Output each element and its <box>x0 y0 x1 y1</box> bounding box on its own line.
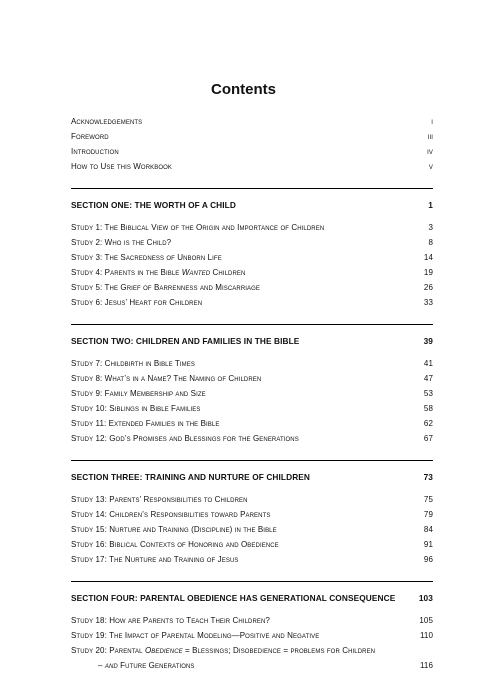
study-entry <box>71 431 433 446</box>
study-entry <box>71 658 433 673</box>
entry-page-number: 116 <box>419 661 433 670</box>
entry-label: Study 2: Who is the Child? <box>71 238 172 247</box>
entry-page-number: 33 <box>423 298 433 307</box>
entry-label: Study 7: Childbirth in Bible Times <box>71 359 195 368</box>
entry-page-number: 75 <box>423 495 433 504</box>
entry-label: SECTION ONE: THE WORTH OF A CHILD <box>71 200 236 210</box>
section-heading <box>71 197 433 213</box>
spacer <box>71 461 433 469</box>
study-entry <box>71 265 433 280</box>
entry-label: Study 3: The Sacredness of Unborn Life <box>71 253 222 262</box>
entry-label: Study 11: Extended Families in the Bible <box>71 419 220 428</box>
study-entry <box>71 356 433 371</box>
spacer <box>71 174 433 188</box>
section-divider <box>71 460 433 461</box>
entry-label: Study 19: The Impact of Parental Modeling—Positive and Negative <box>71 631 320 640</box>
entry-page-number: 8 <box>428 238 433 247</box>
entry-label: Study 20: Parental Obedience = Blessings; Disobedience = problems for Children <box>71 646 376 655</box>
section-divider <box>71 581 433 582</box>
study-entry <box>71 295 433 310</box>
entry-label: SECTION TWO: CHILDREN AND FAMILIES IN THE BIBLE <box>71 336 300 346</box>
study-entry <box>71 386 433 401</box>
study-entry <box>71 492 433 507</box>
section-divider <box>71 188 433 189</box>
entry-label: How to Use this Workbook <box>71 162 172 171</box>
entry-label: Study 18: How are Parents to Teach Their Children? <box>71 616 270 625</box>
spacer <box>71 325 433 333</box>
entry-label-emphasis: and <box>104 661 118 670</box>
spacer <box>71 567 433 581</box>
entry-page-number: 53 <box>423 389 433 398</box>
section-heading <box>71 333 433 349</box>
table-of-contents <box>71 114 433 673</box>
study-entry <box>71 507 433 522</box>
entry-page-number: 79 <box>423 510 433 519</box>
entry-label: Study 8: What’s in a Name? The Naming of Children <box>71 374 262 383</box>
entry-label: Introduction <box>71 147 119 156</box>
entry-page-number: 67 <box>423 434 433 443</box>
entry-page-number: 58 <box>423 404 433 413</box>
study-entry <box>71 643 433 658</box>
entry-page-number: 19 <box>423 268 433 277</box>
entry-label: Study 10: Siblings in Bible Families <box>71 404 201 413</box>
entry-label-emphasis: Wanted <box>181 268 211 277</box>
entry-page-number: 26 <box>423 283 433 292</box>
entry-label: SECTION FOUR: PARENTAL OBEDIENCE HAS GENERATIONAL CONSEQUENCE <box>71 593 396 603</box>
entry-label: Study 9: Family Membership and Size <box>71 389 206 398</box>
entry-label: Study 6: Jesus’ Heart for Children <box>71 298 203 307</box>
study-entry <box>71 522 433 537</box>
entry-label: Acknowledgements <box>71 117 143 126</box>
entry-page-number: 105 <box>419 616 433 625</box>
entry-label: Study 5: The Grief of Barrenness and Miscarriage <box>71 283 261 292</box>
entry-page-number: v <box>428 162 433 171</box>
entry-page-number: 73 <box>423 472 433 482</box>
spacer <box>71 485 433 492</box>
entry-label: Study 13: Parents’ Responsibilities to Children <box>71 495 248 504</box>
entry-page-number: 103 <box>418 593 433 603</box>
front-matter-entry <box>71 144 433 159</box>
entry-page-number: iii <box>427 132 433 141</box>
entry-page-number: 47 <box>423 374 433 383</box>
entry-label: Foreword <box>71 132 109 141</box>
spacer <box>71 446 433 460</box>
entry-page-number: 110 <box>419 631 433 640</box>
study-entry <box>71 250 433 265</box>
entry-page-number: 62 <box>423 419 433 428</box>
entry-page-number: i <box>431 117 433 126</box>
front-matter-entry <box>71 129 433 144</box>
entry-page-number: 96 <box>423 555 433 564</box>
entry-label: – and Future Generations <box>98 661 195 670</box>
entry-label: SECTION THREE: TRAINING AND NURTURE OF CHILDREN <box>71 472 311 482</box>
spacer <box>71 582 433 590</box>
entry-label: Study 16: Biblical Contexts of Honoring and Obedience <box>71 540 279 549</box>
study-entry <box>71 552 433 567</box>
spacer <box>71 310 433 324</box>
entry-label: Study 1: The Biblical View of the Origin and Importance of Children <box>71 223 325 232</box>
entry-page-number: 84 <box>423 525 433 534</box>
entry-label: Study 17: The Nurture and Training of Jesus <box>71 555 239 564</box>
section-divider <box>71 324 433 325</box>
section-heading <box>71 469 433 485</box>
entry-page-number: 39 <box>423 336 433 346</box>
entry-page-number: 3 <box>428 223 433 232</box>
spacer <box>71 349 433 356</box>
spacer <box>71 213 433 220</box>
study-entry <box>71 235 433 250</box>
spacer <box>71 189 433 197</box>
spacer <box>71 606 433 613</box>
study-entry <box>71 220 433 235</box>
study-entry <box>71 401 433 416</box>
entry-label: Study 4: Parents in the Bible Wanted Children <box>71 268 246 277</box>
entry-label: Study 12: God’s Promises and Blessings for the Generations <box>71 434 299 443</box>
section-heading <box>71 590 433 606</box>
study-entry <box>71 371 433 386</box>
entry-page-number: 91 <box>423 540 433 549</box>
study-entry <box>71 613 433 628</box>
entry-label-emphasis: Obedience <box>144 646 183 655</box>
entry-page-number: 14 <box>423 253 433 262</box>
study-entry <box>71 280 433 295</box>
entry-page-number: 41 <box>423 359 433 368</box>
entry-label: Study 14: Children’s Responsibilities toward Parents <box>71 510 271 519</box>
entry-page-number: 1 <box>428 200 433 210</box>
front-matter-entry <box>71 114 433 129</box>
study-entry <box>71 628 433 643</box>
front-matter-entry <box>71 159 433 174</box>
study-entry <box>71 537 433 552</box>
entry-page-number: iv <box>427 147 433 156</box>
entry-label: Study 15: Nurture and Training (Discipline) in the Bible <box>71 525 277 534</box>
study-entry <box>71 416 433 431</box>
page-title: Contents <box>211 81 276 98</box>
